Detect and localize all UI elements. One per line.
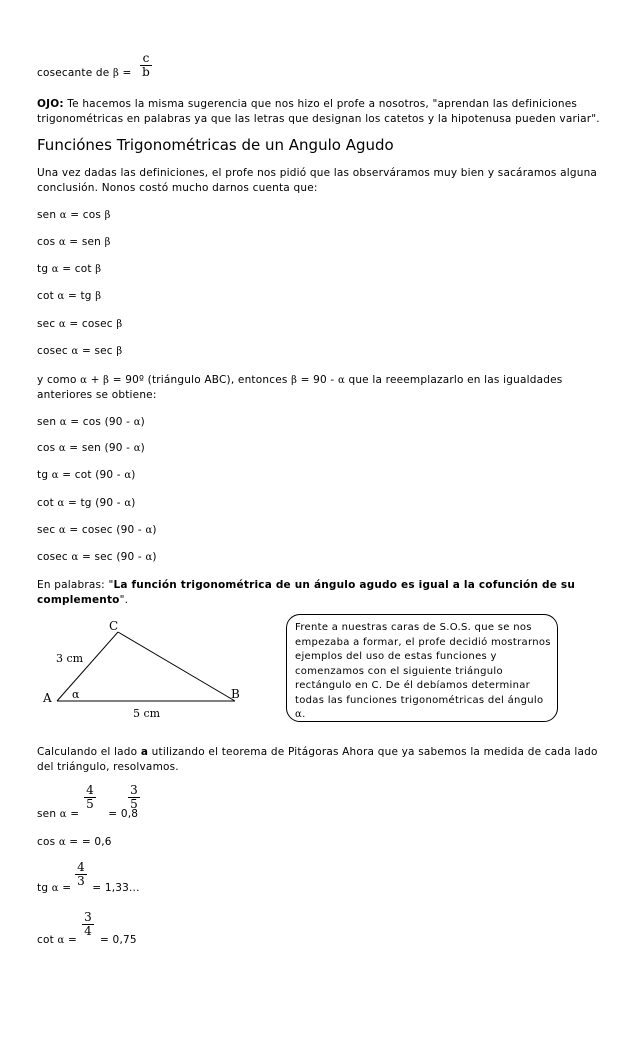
alpha-symbol: α	[59, 210, 67, 221]
complement-line	[37, 497, 136, 509]
ojo-label: OJO:	[37, 98, 64, 110]
complement-cofunc: = cot (90 -	[58, 469, 125, 481]
beta-symbol: β	[291, 375, 298, 386]
complement-func: cos	[37, 442, 59, 454]
result-sen-line	[37, 808, 138, 820]
alpha-symbol: α	[337, 375, 345, 386]
result-func: cos	[37, 836, 59, 848]
result-tg-line	[37, 882, 140, 894]
alpha-symbol: α	[58, 525, 66, 536]
identity-cofunc: = tg	[64, 290, 96, 302]
complement-func: sen	[37, 416, 60, 428]
alpha-symbol: α	[295, 709, 303, 720]
alpha-symbol: α	[59, 417, 67, 428]
closing-paren: )	[152, 551, 157, 563]
identity-func: cot	[37, 290, 58, 302]
beta-symbol: β	[95, 291, 102, 302]
complement-func: cot	[37, 497, 58, 509]
complement-line	[37, 442, 145, 454]
fraction-denominator: 4	[84, 924, 92, 938]
result-value: = 0,75	[96, 934, 137, 946]
closing-paren: )	[131, 469, 136, 481]
side-ac-length: 3 cm	[56, 652, 84, 665]
identity-line	[37, 318, 122, 330]
sen-fraction-alt	[128, 785, 140, 810]
complement-cofunc: = tg (90 -	[64, 497, 125, 509]
equals-sign: =	[66, 808, 83, 820]
ojo-paragraph	[37, 97, 607, 127]
complement-func: sec	[37, 524, 59, 536]
result-cos-line	[37, 836, 112, 848]
intro-paragraph: Una vez dadas las definiciones, el profe nos pidió que las observáramos muy bien y sacáramos alguna conclusión. Nonos costó mucho darnos cuenta que:	[37, 167, 598, 194]
alpha-symbol: α	[124, 470, 132, 481]
fraction-denominator: 3	[77, 874, 85, 888]
equals-sign: =	[64, 934, 81, 946]
identity-func: cos	[37, 236, 59, 248]
equals-sign: =	[65, 836, 82, 848]
fraction-denominator: 5	[86, 797, 94, 811]
identity-cofunc: = cot	[58, 263, 96, 275]
cosecante-fraction	[140, 53, 152, 78]
fraction-numerator: 3	[130, 783, 138, 797]
beta-symbol: β	[104, 210, 111, 221]
identity-func: sec	[37, 318, 59, 330]
identity-line	[37, 290, 101, 302]
complement-cofunc: = cosec (90 -	[65, 524, 146, 536]
alpha-symbol: α	[51, 883, 59, 894]
calculando-paragraph	[37, 745, 602, 775]
complement-func: cosec	[37, 551, 72, 563]
identity-func: cosec	[37, 345, 72, 357]
side-cb	[118, 632, 235, 701]
alpha-symbol: α	[71, 552, 79, 563]
alpha-symbol: α	[57, 935, 65, 946]
alpha-symbol: α	[51, 264, 59, 275]
closing-paren: )	[140, 416, 145, 428]
alpha-symbol: α	[124, 498, 132, 509]
alpha-symbol: α	[58, 837, 66, 848]
identity-line	[37, 345, 122, 357]
alpha-symbol: α	[133, 443, 141, 454]
fraction-denominator: b	[142, 65, 150, 79]
result-value: = 0,6	[81, 836, 112, 848]
result-func: tg	[37, 882, 52, 894]
fraction-denominator: 5	[130, 797, 138, 811]
identity-func: sen	[37, 209, 60, 221]
alpha-symbol: α	[51, 470, 59, 481]
cosecante-line	[37, 67, 132, 79]
callout-box	[286, 614, 558, 722]
closing-paren: )	[152, 524, 157, 536]
result-cot-line	[37, 934, 137, 946]
closing-paren: )	[140, 442, 145, 454]
complement-cofunc: = cos (90 -	[66, 416, 134, 428]
ycomo-text: y como	[37, 374, 81, 386]
identity-cofunc: = cos	[66, 209, 105, 221]
identity-cofunc: = sen	[65, 236, 105, 248]
ojo-text: Te hacemos la misma sugerencia que nos hizo el profe a nosotros, "aprendan las definiciones trigonométricas en palabras ya que las letras que designan los catetos y la hipotenusa pueden variar".	[37, 98, 600, 125]
alpha-symbol: α	[80, 375, 88, 386]
ycomo-text: = 90 -	[297, 374, 338, 386]
alpha-symbol: α	[58, 319, 66, 330]
complement-func: tg	[37, 469, 52, 481]
palabras-rule: La función trigonométrica de un ángulo agudo es igual a la cofunción de su complemento	[37, 579, 576, 606]
beta-symbol: β	[116, 319, 123, 330]
closing-paren: )	[131, 497, 136, 509]
alpha-symbol: α	[71, 346, 79, 357]
calculando-text: utilizando el teorema de Pitágoras Ahora que ya sabemos la medida de cada lado del triángulo, resolvamos.	[37, 746, 598, 773]
side-ac	[57, 632, 118, 701]
fraction-numerator: 4	[86, 783, 94, 797]
callout-text: Frente a nuestras caras de S.O.S. que se nos empezaba a formar, el profe decidió mostrarnos ejemplos del uso de estas funciones y comenzamos con el siguiente triángulo rectángulo en C. De él debíamos determinar todas las funciones trigonométricas del ángulo	[295, 622, 551, 706]
side-a-label: a	[140, 746, 149, 758]
beta-symbol: β	[95, 264, 102, 275]
identity-cofunc: = sec	[78, 345, 117, 357]
result-func: cot	[37, 934, 58, 946]
identity-line	[37, 236, 111, 248]
identity-line	[37, 263, 101, 275]
vertex-b-label: B	[231, 687, 240, 701]
beta-symbol: β	[112, 68, 119, 79]
fraction-numerator: 3	[84, 910, 92, 924]
complement-cofunc: = sec (90 -	[78, 551, 146, 563]
palabras-lead: En palabras: "	[37, 579, 114, 591]
equals-sign: =	[58, 882, 75, 894]
beta-symbol: β	[103, 375, 110, 386]
side-ab-length: 5 cm	[133, 707, 161, 720]
ycomo-text: +	[87, 374, 104, 386]
cosecante-label: cosecante de	[37, 67, 113, 79]
alpha-symbol: α	[57, 498, 65, 509]
beta-symbol: β	[116, 346, 123, 357]
vertex-a-label: A	[43, 691, 52, 705]
identity-cofunc: = cosec	[65, 318, 117, 330]
result-value: = 0,8	[104, 808, 139, 820]
beta-symbol: β	[104, 237, 111, 248]
alpha-symbol: α	[58, 443, 66, 454]
palabras-end: ".	[119, 594, 129, 606]
palabras-paragraph	[37, 578, 597, 608]
complement-cofunc: = sen (90 -	[65, 442, 134, 454]
identity-func: tg	[37, 263, 52, 275]
callout-end: .	[302, 709, 306, 720]
alpha-symbol: α	[58, 237, 66, 248]
alpha-symbol: α	[59, 809, 67, 820]
equals-sign: =	[122, 67, 132, 79]
section-heading: Funciónes Trigonométricas de un Angulo Agudo	[37, 136, 394, 154]
fraction-numerator: 4	[77, 860, 85, 874]
ycomo-text: que la reeemplazarlo en las igualdades anteriores se obtiene:	[37, 374, 563, 401]
triangle-diagram	[40, 616, 270, 724]
complement-line	[37, 551, 157, 563]
alpha-symbol: α	[57, 291, 65, 302]
result-func: sen	[37, 808, 60, 820]
fraction-numerator: c	[142, 51, 150, 65]
angle-alpha-label: α	[72, 688, 80, 701]
alpha-symbol: α	[145, 525, 153, 536]
result-value: = 1,33...	[88, 882, 140, 894]
sen-fraction	[84, 785, 96, 810]
vertex-c-label: C	[109, 619, 119, 633]
calculando-lead: Calculando el lado	[37, 746, 141, 758]
ycomo-text: = 90º (triángulo ABC), entonces	[109, 374, 292, 386]
alpha-symbol: α	[133, 417, 141, 428]
complement-line	[37, 416, 145, 428]
ycomo-paragraph	[37, 373, 607, 403]
identity-line	[37, 209, 111, 221]
complement-line	[37, 524, 157, 536]
alpha-symbol: α	[145, 552, 153, 563]
complement-line	[37, 469, 136, 481]
